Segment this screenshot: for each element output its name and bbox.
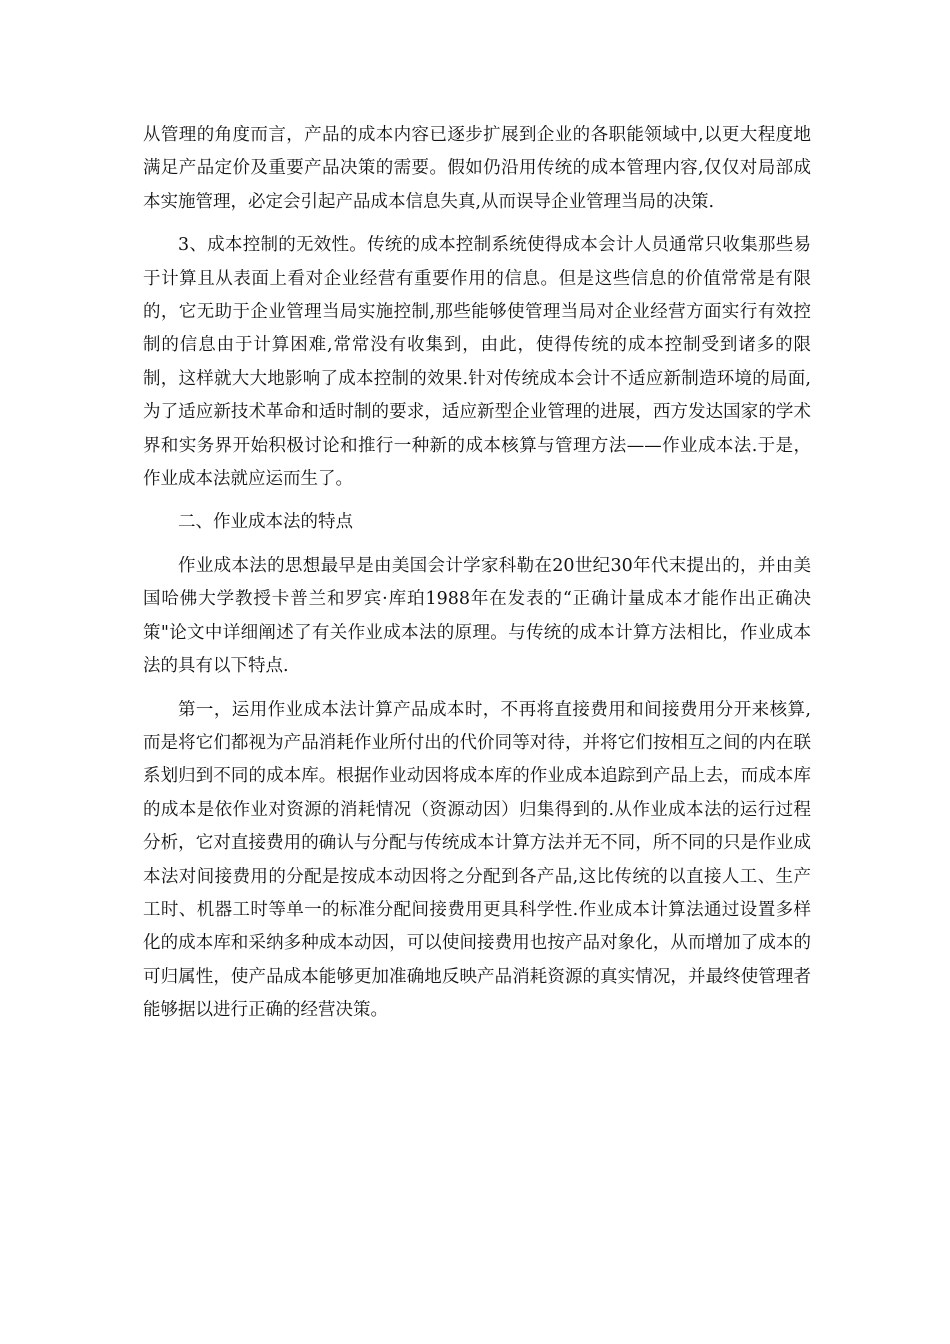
paragraph-abc-origin: 作业成本法的思想最早是由美国会计学家科勒在20世纪30年代末提出的，并由美国哈佛大学教授卡普兰和罗宾·库珀1988年在发表的“正确计量成本才能作出正确决策"论文中详细阐述了有关作业成本法的原理。与传统的成本计算方法相比，作业成本法的具有以下特点. — [143, 555, 811, 677]
paragraph-management-perspective: 从管理的角度而言，产品的成本内容已逐步扩展到企业的各职能领域中,以更大程度地满足产品定价及重要产品决策的需要。假如仍沿用传统的成本管理内容,仅仅对局部成本实施管理，必定会引起产品成本信息失真,从而误导企业管理当局的决策. — [143, 125, 811, 212]
section-heading-abc-features: 二、作业成本法的特点 — [178, 512, 353, 533]
paragraph-abc-feature-one: 第一，运用作业成本法计算产品成本时，不再将直接费用和间接费用分开来核算,而是将它们都视为产品消耗作业所付出的代价同等对待，并将它们按相互之间的内在联系划归到不同的成本库。根据作业动因将成本库的作业成本追踪到产品上去，而成本库的成本是依作业对资源的消耗情况（资源动因）归集得到的.从作业成本法的运行过程分析，它对直接费用的确认与分配与传统成本计算方法并无不同，所不同的只是作业成本法对间接费用的分配是按成本动因将之分配到各产品,这比传统的以直接人工、生产工时、机器工时等单一的标准分配间接费用更具科学性.作业成本计算法通过设置多样化的成本库和采纳多种成本动因，可以使间接费用也按产品对象化，从而增加了成本的可归属性，使产品成本能够更加准确地反映产品消耗资源的真实情况，并最终使管理者能够据以进行正确的经营决策。 — [143, 699, 811, 1021]
paragraph-cost-control-ineffectiveness: 3、成本控制的无效性。传统的成本控制系统使得成本会计人员通常只收集那些易于计算且从表面上看对企业经营有重要作用的信息。但是这些信息的价值常常是有限的，它无助于企业管理当局实施控制,那些能够使管理当局对企业经营方面实行有效控制的信息由于计算困难,常常没有收集到，由此，使得传统的成本控制受到诸多的限制，这样就大大地影响了成本控制的效果.针对传统成本会计不适应新制造环境的局面,为了适应新技术革命和适时制的要求，适应新型企业管理的进展，西方发达国家的学术界和实务界开始积极讨论和推行一种新的成本核算与管理方法——作业成本法.于是，作业成本法就应运而生了。 — [143, 235, 811, 490]
document-body — [143, 119, 811, 1038]
